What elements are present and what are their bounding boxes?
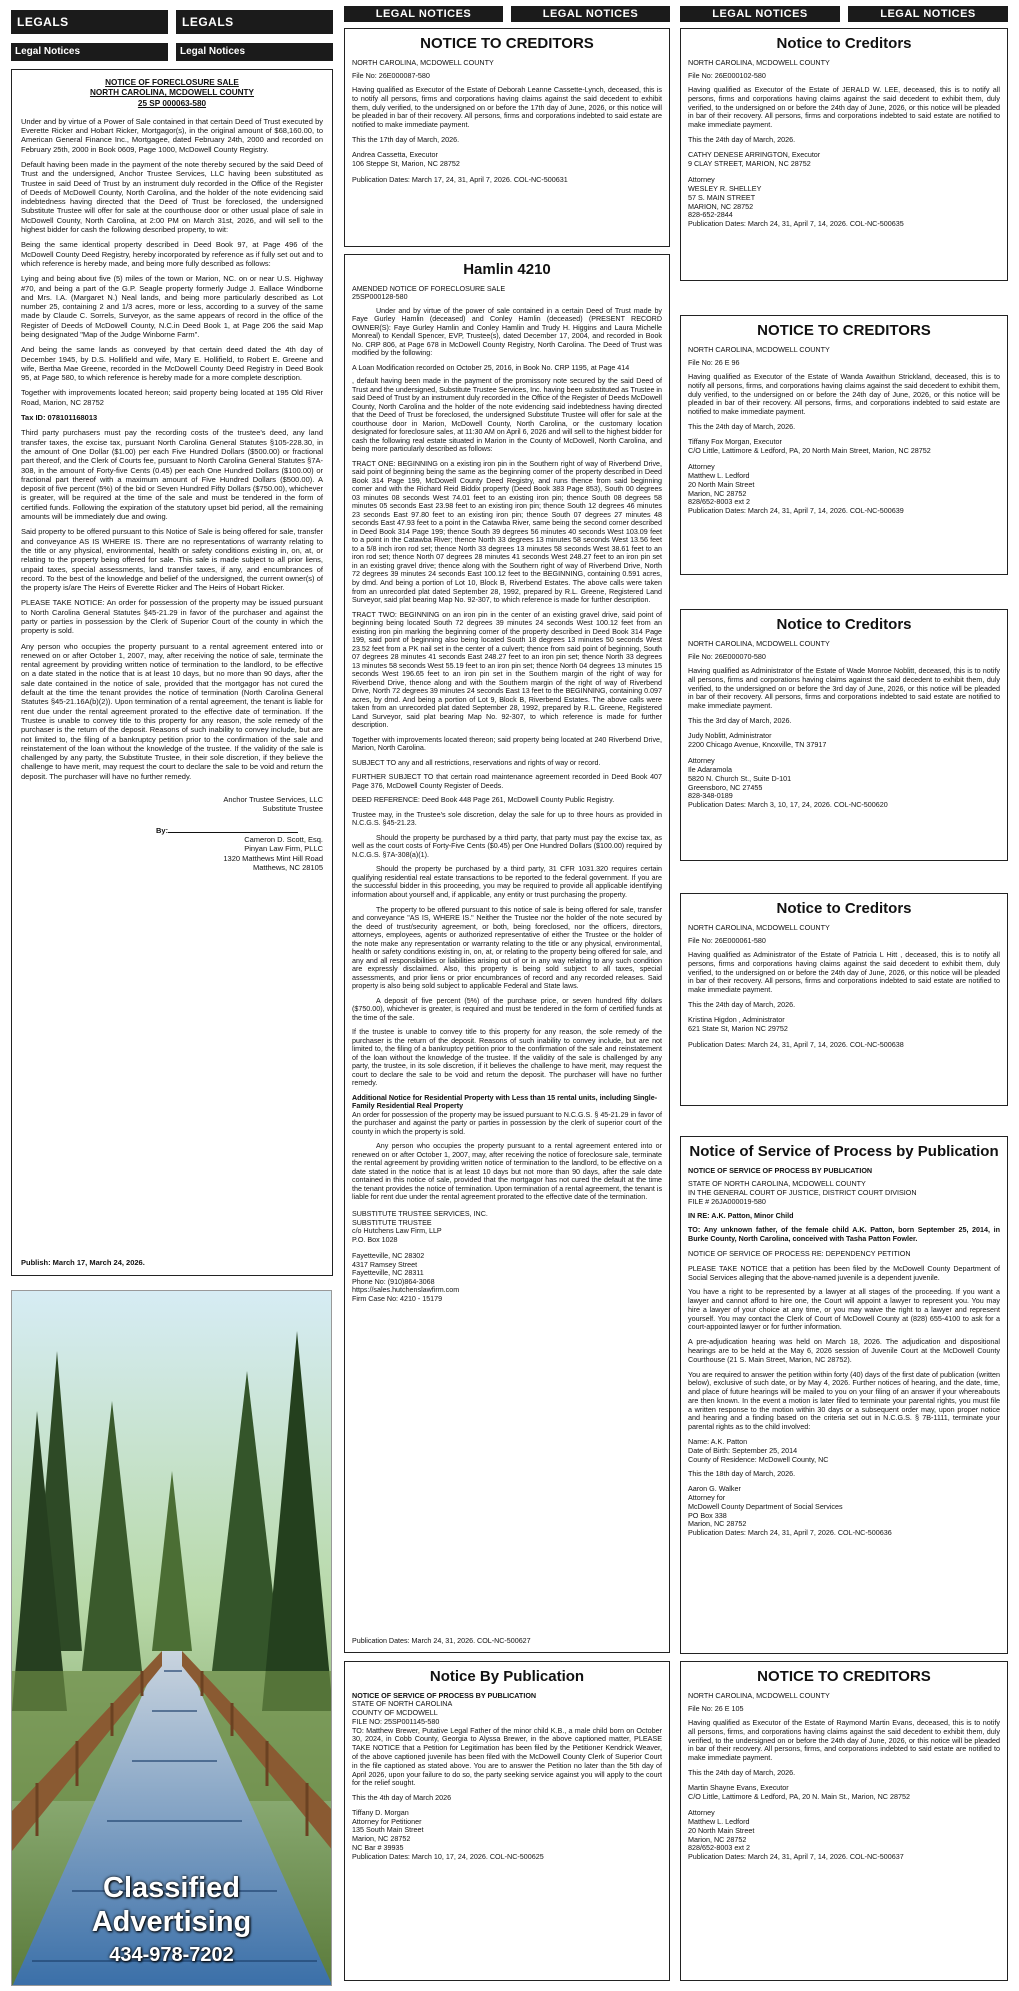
legal-notices-header-col2a: LEGAL NOTICES — [344, 6, 503, 22]
classified-ad-line1: Classified — [103, 1872, 240, 1904]
tax-id: Tax ID: 078101168013 — [21, 413, 98, 423]
foreclosure-paragraph: Default having been made in the payment of the note thereby secured by the said Deed of Trust and the undersigned, Anchor Trustee Services, LLC having been substituted as Trustee in said Deed of Trust by an instrument duly recorded in the Office of the Register of Deeds of McDowell County, North Carolina, and the holder of the note evidencing said indebtedness having directed that the Deed of Trust be foreclosed, the undersigned Substitute Trustee will offer for sale at the courthouse door or other usual place of sale in McDowell County, North Carolina, at 2:00 PM on March 31st, 2026, and will sell to the highest bidder for cash the following described property, to wit: — [21, 159, 323, 235]
publication-dates: Publication Dates: March 17, 24, 31, April 7, 2026. COL-NC-500631 — [352, 175, 568, 185]
notice-title: Notice to Creditors — [776, 900, 912, 917]
publication-dates: Publication Dates: March 3, 10, 17, 24, 2026. COL-NC-500620 — [688, 800, 888, 810]
legal-notices-subheader-right: Legal Notices — [176, 43, 333, 61]
foreclosure-paragraph: Being the same identical property described in Deed Book 97, at Page 496 of the McDowell County Deed Registry, hereby incorporated by reference as if fully set out and to which reference is hereby made, and being more fully described as follows: — [21, 240, 323, 268]
creditors-notice-noblitt: Notice to Creditors NORTH CAROLINA, MCDOWELL COUNTY File No: 26E000070-580 Having qualified as Administrator of the Estate of Wade Monroe Noblitt, deceased, this is to notify all persons, firms and corporations having claims against the said decedent to exhibit them, duly verified, to the undersigned on or before the 3rd day of June, 2026, or this notice will be pleaded in bar of their recovery. All persons, firms and corporations indebted to said estate are notified to make immediate payment. This the 3rd day of March, 2026. Judy Noblitt, Administrator 2200 Chicago Avenue, Knoxville, TN 37917 Attorney Ile Adaramola 5820 N. Church St., Suite D-101 Greensboro, NC 27455 828-348-0189 Publication Dates: March 3, 10, 17, 24, 2026. COL-NC-500620 — [680, 609, 1008, 861]
service-of-process-notice: Notice of Service of Process by Publication NOTICE OF SERVICE OF PROCESS BY PUBLICATION STATE OF NORTH CAROLINA, MCDOWELL COUNTY IN THE GENERAL COURT OF JUSTICE, DISTRICT COURT DIVISION FILE # 26JA000019-580 IN RE: A.K. Patton, Minor Child TO: Any unknown father, of the female child A.K. Patton, born September 25, 2014, in Burke County, North Carolina, conceived with Tasha Patton Fowler. NOTICE OF SERVICE OF PROCESS RE: DEPENDENCY PETITION PLEASE TAKE NOTICE that a petition has been filed by the McDowell County Department of Social Services alleging that the above-named juvenile is a dependent juvenile. You have a right to be represented by a lawyer at all stages of the proceeding. If you want a lawyer and cannot afford to hire one, the Court will appoint a lawyer to represent you. You may hire a lawyer of your choice at any time, or you may waive the right to a lawyer and represent yourself. You may contact the Clerk of Court of McDowell County at (828) 655-4100 to ask for a court-appointed lawyer or for further information. A pre-adjudication hearing was held on March 18, 2026. The adjudication and dispositional hearings are to be held at the May 6, 2026 session of Juvenile Court at the McDowell County Courthouse (21 S. Main Street, Marion, NC 28752). You are required to answer the petition within forty (40) days of the first date of publication (written below), exclusive of such date, or by May 4, 2026. Further notices of hearing, and the date, time, and place of future hearings will be mailed to you on your filing of an answer if your whereabouts are then known. In the event a motion is later filed to terminate your parental rights, you must file a written response to the motion within 30 days or a subsequent order may, upon proper notice and hearing and a finding based on the criteria set out in N.C.G.S. § 7B-1111, terminate your parental rights as to the child involved: Name: A.K. Patton Date of Birth: September 25, 2014 County of Residence: McDowell County, NC This the 18th day of March, 2026. Aaron G. Walker Attorney for McDowell County Department of Social Services PO Box 338 Marion, NC 28752 Publication Dates: March 24, 31, April 7, 2026. COL-NC-500636 — [680, 1136, 1008, 1654]
publication-dates: Publication Dates: March 24, 31, April 7, 14, 2026. COL-NC-500639 — [688, 506, 904, 516]
foreclosure-notice — [11, 69, 333, 1276]
notice-title: NOTICE TO CREDITORS — [757, 1668, 931, 1685]
foreclosure-paragraph: Said property to be offered pursuant to this Notice of Sale is being offered for sale, transfer and conveyance AS IS WHERE IS. There are no representations of warranty relating to the title or any physical, environmental, health or safety conditions existing in, on, at, or relating to the property being offered for sale. This sale is made subject to all prior liens, unpaid taxes, special assessments, land transfer taxes, if any, and encumbrances of record. To the best of the knowledge and belief of the undersigned, the current owner(s) of the property is/are The Heirs of Everette Ricker and The Heirs of Hobart Ricker. — [21, 527, 323, 593]
notice-title: Notice By Publication — [429, 1668, 585, 1685]
legals-header-left: LEGALS — [11, 10, 168, 34]
foreclosure-signature: Anchor Trustee Services, LLC Substitute Trustee By: Cameron D. Scott, Esq. Pinyan Law Firm, PLLC 1320 Matthews Mint Hill Road Matthews, NC 28105 — [156, 795, 323, 872]
notice-title: NOTICE TO CREDITORS — [757, 322, 931, 339]
foreclosure-paragraph: And being the same lands as conveyed by that certain deed dated the 4th day of December 1945, by D.S. Hollifield and wife, Mary E. Hollifield, to Robert E. Greene and wife, Bertha Mae Greene, recorded in the McDowell County Deed Registry in Deed Book 95, at Page 580, to which reference is hereby made for a more complete description. — [21, 345, 323, 383]
foreclosure-paragraph: PLEASE TAKE NOTICE: An order for possession of the property may be issued pursuant to North Carolina General Statutes §45-21.29 in favor of the purchaser and against the party or parties in possession by the Clerk of Superior Court of the county in which the property is sold. — [21, 598, 323, 636]
creditors-notice-lee: Notice to Creditors NORTH CAROLINA, MCDOWELL COUNTY File No: 26E000102-580 Having qualified as Executor of the Estate of JERALD W. LEE, deceased, this is to notify all persons, firms and corporations having claims against the said decedent to exhibit them, duly verified, to the undersigned on or before the 24th day of June, 2026, or this notice will be pleaded in bar of their recovery. All persons, firms and corporations indebted to said estate are notified to make immediate payment. This the 24th day of March, 2026. CATHY DENESE ARRINGTON, Executor 9 CLAY STREET, MARION, NC 28752 Attorney WESLEY R. SHELLEY 57 S. MAIN STREET MARION, NC 28752 828-652-2844 Publication Dates: March 24, 31, April 7, 14, 2026. COL-NC-500635 — [680, 28, 1008, 281]
legal-notices-subheader-left: Legal Notices — [11, 43, 168, 61]
foreclosure-paragraph: Under and by virtue of a Power of Sale contained in that certain Deed of Trust executed by Everette Ricker and Hobart Ricker, Mortgagor(s), in the original amount of $68,160.00, to American General Finance Inc., Mortgagee, dated February 24th, 2000 and recorded on February 25th, 2000 in Book 0609, Page 1000, McDowell County Registry. — [21, 116, 323, 154]
legals-header-right: LEGALS — [176, 10, 333, 34]
notice-title: Notice to Creditors — [776, 616, 912, 633]
publication-dates: Publication Dates: March 24, 31, April 7, 14, 2026. COL-NC-500635 — [688, 219, 904, 229]
classified-ad-photo — [11, 1290, 332, 1986]
notice-title: Notice of Service of Process by Publication — [689, 1143, 999, 1160]
legal-notices-header-col3b: LEGAL NOTICES — [848, 6, 1008, 22]
creditors-notice-casset: NOTICE TO CREDITORS NORTH CAROLINA, MCDOWELL COUNTY File No: 26E000087-580 Having qualified as Executor of the Estate of Deborah Leanne Cassette-Lynch, deceased, this is to notify all persons, firms and corporations having claims against the said decedent to exhibit them, duly verified, to the undersigned on or before the 17th day of June, 2026, or this notice will be pleaded in bar of their recovery. All persons, firms and corporations indebted to said estate are notified to make immediate payment. This the 17th day of March, 2026. Andrea Cassetta, Executor 106 Steppe St, Marion, NC 28752 Publication Dates: March 17, 24, 31, April 7, 2026. COL-NC-500631 — [344, 28, 670, 247]
publication-dates: Publication Dates: March 24, 31, 2026. COL-NC-500627 — [352, 1637, 531, 1646]
publication-dates: Publication Dates: March 24, 31, April 7, 14, 2026. COL-NC-500638 — [688, 1040, 904, 1050]
legal-notices-header-col2b: LEGAL NOTICES — [511, 6, 670, 22]
publication-dates: Publication Dates: March 24, 31, April 7, 14, 2026. COL-NC-500637 — [688, 1852, 904, 1862]
classified-ad-line2: Advertising — [91, 1906, 252, 1938]
classified-ad-phone: 434-978-7202 — [109, 1944, 234, 1966]
publication-dates: Publication Dates: March 10, 17, 24, 2026. COL-NC-500625 — [352, 1851, 544, 1861]
notice-title: Notice to Creditors — [776, 35, 912, 52]
notice-title: Hamlin 4210 — [463, 261, 551, 278]
foreclosure-publish-dates: Publish: March 17, March 24, 2026. — [21, 1257, 145, 1267]
creditors-notice-strickland: NOTICE TO CREDITORS NORTH CAROLINA, MCDOWELL COUNTY File No: 26 E 96 Having qualified as Executor of the Estate of Wanda Awaithun Strickland, deceased, this is to notify all persons, firms, and corporations having claims against the said decedent to exhibit them, duly verified, to the undersigned on or before the 24th day of June, 2026, or this notice will be pleaded in bar of their recovery. All persons, firms, and corporations indebted to said estate are notified to make immediate payment. This the 24th day of March, 2026. Tiffany Fox Morgan, Executor C/O Little, Lattimore & Ledford, PA, 20 North Main Street, Marion, NC 28752 Attorney Matthew L. Ledford 20 North Main Street Marion, NC 28752 828/652-8003 ext 2 Publication Dates: March 24, 31, April 7, 14, 2026. COL-NC-500639 — [680, 315, 1008, 575]
foreclosure-paragraph: Third party purchasers must pay the recording costs of the trustee's deed, any land transfer taxes, the excise tax, pursuant North Carolina General Statutes §105-228.30, in the amount of One Dollar ($1.00) per each Five Hundred Dollars ($500.00) or fractional part thereof, and the Clerk of Courts fee, pursuant to North Carolina General Statutes §7A-308, in the amount of Forty-five Cents (0.45) per each One Hundred Dollars ($100.00) or fractional part thereof with a maximum amount of Five Hundred Dollars ($500.00). A deposit of five percent (5%) of the bid or Seven Hundred Fifty Dollars ($750.00), whichever is greater, will be required at the time of the sale and must be tendered in the form of certified funds. Following the expiration of the statutory upset bid period, all the remaining amounts will be immediately due and owing. — [21, 428, 323, 522]
legal-notices-header-col3a: LEGAL NOTICES — [680, 6, 840, 22]
notice-by-publication: Notice By Publication NOTICE OF SERVICE OF PROCESS BY PUBLICATION STATE OF NORTH CAROLINA COUNTY OF MCDOWELL FILE NO: 25SP001145-580 TO: Matthew Brewer, Putative Legal Father of the minor child K.B., a male child born on October 30, 2024, in Cobb County, Georgia to Alyssa Brewer, in the above captioned matter, PLEASE TAKE NOTICE that a Petition for Legitimation has been filed by the Petitioner Kendrick Weaver, of the above captioned juvenile has been filed with the McDowell County Clerk of Superior Court in the file captioned as stated above. You are to answer the Petition no later than the 5th day of April 2026, upon your failure to do so, the party seeking service against you will apply to the court for the relief sought. This the 4th day of March 2026 Tiffany D. Morgan Attorney for Petitioner 135 South Main Street Marion, NC 28752 NC Bar # 39935 Publication Dates: March 10, 17, 24, 2026. COL-NC-500625 — [344, 1661, 670, 1981]
notice-title: NOTICE TO CREDITORS — [420, 35, 594, 52]
creditors-notice-hitt: Notice to Creditors NORTH CAROLINA, MCDOWELL COUNTY File No: 26E000061-580 Having qualified as Administrator of the Estate of Patricia L Hitt , deceased, this is to notify all persons, firms and corporations having claims against the said decedent to exhibit them, duly verified, to the undersigned on or before the 24th day of June, 2026, or this notice will be pleaded in bar of their recovery. All persons, firms and corporations indebted to said estate are notified to make immediate payment. This the 24th day of March, 2026. Kristina Higdon , Administrator 621 State St, Marion NC 29752 Publication Dates: March 24, 31, April 7, 14, 2026. COL-NC-500638 — [680, 893, 1008, 1106]
creditors-notice-evans: NOTICE TO CREDITORS NORTH CAROLINA, MCDOWELL COUNTY File No: 26 E 105 Having qualified as Executor of the Estate of Raymond Martin Evans, deceased, this is to notify all persons, firms, and corporations having claims against the said decedent to exhibit them, duly verified, to the undersigned on or before the 24th day of June, 2026, or this notice will be pleaded in bar of their recovery. All persons, firms, and corporations indebted to said estate are notified to make immediate payment. This the 24th day of March, 2026. Martin Shayne Evans, Executor C/O Little, Lattimore & Ledford, PA, 20 N. Main St., Marion, NC 28752 Attorney Matthew L. Ledford 20 North Main Street Marion, NC 28752 828/652-8003 ext 2 Publication Dates: March 24, 31, April 7, 14, 2026. COL-NC-500637 — [680, 1661, 1008, 1981]
hamlin-foreclosure-notice: Hamlin 4210 AMENDED NOTICE OF FORECLOSURE SALE 25SP000128-580 Under and by virtue of the power of sale contained in a certain Deed of Trust made by Faye Gurley Hamlin (deceased) and Conley Hamlin (deceased) (PRESENT RECORD OWNER(S): Faye Gurley Hamlin and Conley Hamlin and Trudy H. Higgins and Laura Michelle Monreal) to Kendall Spencer, EVP, Trustee(s), dated December 17, 2004, and recorded in Book No. CRP 806, at Page 678 in McDowell County Registry, North Carolina. The Deed of Trust was modified by the following: A Loan Modification recorded on October 25, 2016, in Book No. CRP 1195, at Page 414 , default having been made in the payment of the promissory note secured by the said Deed of Trust and the undersigned, Substitute Trustee Services, Inc. having been substituted as Trustee in said Deed of Trust by an instrument duly recorded in the Office of the Register of Deeds McDowell County, North Carolina and the holder of the note evidencing said indebtedness having directed that the Deed of Trust be foreclosed, the undersigned Substitute Trustee will offer for sale at the courthouse door in Marion, McDowell County, North Carolina, or the customary location designated for foreclosure sales, at 11:30 AM on April 6, 2026 and will sell to the highest bidder for cash the following real estate situated in Marion in the County of McDowell, North Carolina, and being more particularly described as follows: TRACT ONE: BEGINNING on a existing iron pin in the Southern right of way of Riverbend Drive, said point of beginning being the same as the beginning corner of the property described in Deed Book 314 Page 199, McDowell County Deed Registry, and runs thence from said beginning corner and with the Richard Reid Biddix property (Deed Book 383 Page 853), South 00 degrees 03 minutes 08 seconds West 74.01 feet to an existing iron pin; thence South 08 degrees 58 minutes 05 seconds East 23.98 feet to an existing iron pin; thence South 12 degrees 46 minutes 23 seconds East 97.80 feet to an existing iron pin; thence South 07 degrees 27 minutes 48 seconds East 47.93 feet to a point in the Catawba River, same being the second corner described in Deed Book 314 Page 199; thence South 39 degrees 56 minutes 40 seconds West 103.09 feet to a point in the Catawba River; thence North 33 degrees 13 minutes 58 seconds West 13.56 feet to a 5/8 inch iron rod set; thence North 33 degrees 13 minutes 58 seconds West 38.61 feet to an iron rod set; thence North 07 degrees 28 minutes 41 seconds West 248.27 feet to an iron pin set in an existing gravel drive; thence along with the Southern right of way of Riverbend Drive, North 72 degrees 39 minutes 24 seconds East 100.12 feet to the BEGINNING, containing 0.591 acres, by dmd. And being a portion of Lot 10, Block B, Riverbend Estates. The above calls were taken from an unrecorded plat dated September 28, 1992, prepared by R.L. Greene, Registered Land Surveyor, said plat bearing Map No. 92-307, to which reference is made for further description. TRACT TWO: BEGINNING on an iron pin in the center of an existing gravel drive, said point of beginning being located South 72 degrees 39 minutes 24 seconds West 100.12 feet from an existing iron pin marking the beginning corner of the property described in Deed Book 314 Page 199, said point of beginning also being located South 18 degrees 13 minutes 50 seconds West 23.52 feet from a PK nail set in the center of a culvert; thence from said point of beginning, South 07 degrees 28 minutes 41 seconds East 248.27 feet to an iron pin set; thence North 33 degrees 13 minutes 58 seconds West 55.19 feet to an iron pin set; thence North 04 degrees 13 minutes 15 seconds West 196.65 feet to an iron pin set in the Southern margin of the right of way for Riverbend Drive, thence along and with the Southern margin of the right of way of Riverbend Drive, North 72 degrees 39 minutes 24 seconds East 13 feet to the BEGINNING, containing 0.097 acres, by dmd. And being a portion of Lot 9, Block B, Riverbend Estates. The above calls were taken from an unrecorded plat dated September 28, 1992, prepared by R.L. Greene, Registered Land Surveyor, said plat bearing Map No. 92-307, to which reference is made for further description. Together with improvements located thereon; said property being located at 240 Riverbend Drive, Marion, North Carolina. SUBJECT TO any and all restrictions, reservations and rights of way or record. FURTHER SUBJECT TO that certain road maintenance agreement recorded in Deed Book 407 Page 376, McDowell County Register of Deeds. DEED REFERENCE: Deed Book 448 Page 261, McDowell County Public Registry. Trustee may, in the Trustee's sole discretion, delay the sale for up to three hours as provided in N.C.G.S. §45-21.23. Should the property be purchased by a third party, that party must pay the excise tax, as well as the court costs of Forty-Five Cents ($0.45) per One Hundred Dollars ($100.00) required by N.C.G.S. §7A-308(a)(1). Should the property be purchased by a third party, 31 CFR 1031.320 requires certain qualifying residential real estate transactions to be reported to the federal government. If you are the successful bidder in this proceeding, you may be required to provide all applicable identifying information about yourself and, if applicable, any entity or trust purchasing the property. The property to be offered pursuant to this notice of sale is being offered for sale, transfer and conveyance "AS IS, WHERE IS." Neither the Trustee nor the holder of the note secured by the deed of trust/security agreement, or both, being foreclosed, nor the officers, directors, attorneys, employees, agents or authorized representative of either the Trustee or the holder of the note make any representation or warranty relating to the title or any physical, environmental, health or safety conditions existing in, on, at, or relating to the property being offered for sale, and any and all responsibilities or liabilities arising out of or in any way relating to any such condition are expressly disclaimed. Also, this property is being sold subject to all taxes, special assessments, and prior liens or prior encumbrances of record and any recorded releases. Said property is also being sold subject to applicable Federal and State laws. A deposit of five percent (5%) of the purchase price, or seven hundred fifty dollars ($750.00), whichever is greater, is required and must be tendered in the form of certified funds at the time of the sale. If the trustee is unable to convey title to this property for any reason, the sole remedy of the purchaser is the return of the deposit. Reasons of such inability to convey include, but are not limited to, the filing of a bankruptcy petition prior to the confirmation of the sale and reinstatement of the loan without the knowledge of the trustee. If the validity of the sale is challenged by any party, the trustee, in its sole discretion, if it believes the challenge to have merit, may request the court to declare the sale to be void and return the deposit. The purchaser will have no further remedy. Additional Notice for Residential Property with Less than 15 rental units, including Single-Family Residential Real Property An order for possession of the property may be issued pursuant to N.C.G.S. § 45-21.29 in favor of the purchaser and against the party or parties in possession by the clerk of superior court of the county in which the property is sold. Any person who occupies the property pursuant to a rental agreement entered into or renewed on or after October 1, 2007, may, after receiving the notice of foreclosure sale, terminate the rental agreement by providing written notice of termination to the landlord, to be effective on a date stated in the notice that is at least 10 days but not more than 90 days, after the sale date contained in this notice of sale, provided that the mortgagor has not cured the default at the time the tenant provides the notice of termination. Upon termination of a rental agreement, the tenant is liable for rent due under the rental agreement prorated to the effective date of the termination. SUBSTITUTE TRUSTEE SERVICES, INC. SUBSTITUTE TRUSTEE c/o Hutchens Law Firm, LLP P.O. Box 1028 Fayetteville, NC 28302 4317 Ramsey Street Fayetteville, NC 28311 Phone No: (910)864-3068 https://sales.hutchenslawfirm.com Firm Case No: 4210 - 15179 Publication Dates: March 24, 31, 2026. COL-NC-500627 — [344, 254, 670, 1653]
foreclosure-paragraph: Together with improvements located hereon; said property being located at 195 Old River Road, Marion, NC 28752 — [21, 388, 323, 407]
foreclosure-paragraph: Any person who occupies the property pursuant to a rental agreement entered into or renewed on or after October 1, 2007, may, after receiving the notice of sale, terminate the rental agreement by providing written notice of termination to the landlord, to be effective on a date stated in the notice that is at least 10 days, but no more than 90 days, after the sale date contained in the notice of sale, provided that the mortgagor has not cured the default at the time the tenant provides the notice of termination (North Carolina General Statutes §45-21.16A(b)(2)). Upon termination of a rental agreement, the tenant is liable for rent due under the rental agreement prorated to the effective date of termination. If the Trustee is unable to convey title to this property for any reason, the sole remedy of the purchaser is the return of the deposit. Reasons of such inability to convey include, but are not limited to, the filing of a bankruptcy petition prior to the confirmation of the sale and reinstatement of the loan without the knowledge of the trustee. If the validity of the sale is challenged by any party, the Substitute Trustee, in their sole discretion, if they believe the challenge to have merit, may request the court to declare the sale to be void and return the deposit. The purchaser will have no further remedy. — [21, 641, 323, 781]
hamlin-website-link[interactable]: https://sales.hutchenslawfirm.com — [352, 1286, 460, 1295]
foreclosure-title: NOTICE OF FORECLOSURE SALE NORTH CAROLINA, MCDOWELL COUNTY 25 SP 000063-580 — [89, 78, 255, 108]
foreclosure-paragraph: Lying and being about five (5) miles of the town or Marion, NC. on or near U.S. Highway #70, and being a part of the G.P. Seagle property formerly Judge J. Eallace Windborne and Mrs. I.A. (Margaret N.) Neal lands, and being more particularly described as Lot number 25, containing 2 and 1/3 acres, more or less, according to a survey of the same made by Claude C. Sorrels, Surveyor, as the same appears of record in the office of the Register of Deeds of McDowell County, N.C.in Deed Book 1, at Page 206 the said Map being designated "Map of the Judge Winborne Farm". — [21, 274, 323, 339]
publication-dates: Publication Dates: March 24, 31, April 7, 2026. COL-NC-500636 — [688, 1528, 892, 1538]
hamlin-signature: SUBSTITUTE TRUSTEE SERVICES, INC. SUBSTITUTE TRUSTEE c/o Hutchens Law Firm, LLP P.O. Box 1028 Fayetteville, NC 28302 4317 Ramsey Street Fayetteville, NC 28311 Phone No: (910)864-3068 https://sales.hutchenslawfirm.com Firm Case No: 4210 - 15179 — [352, 1210, 662, 1303]
